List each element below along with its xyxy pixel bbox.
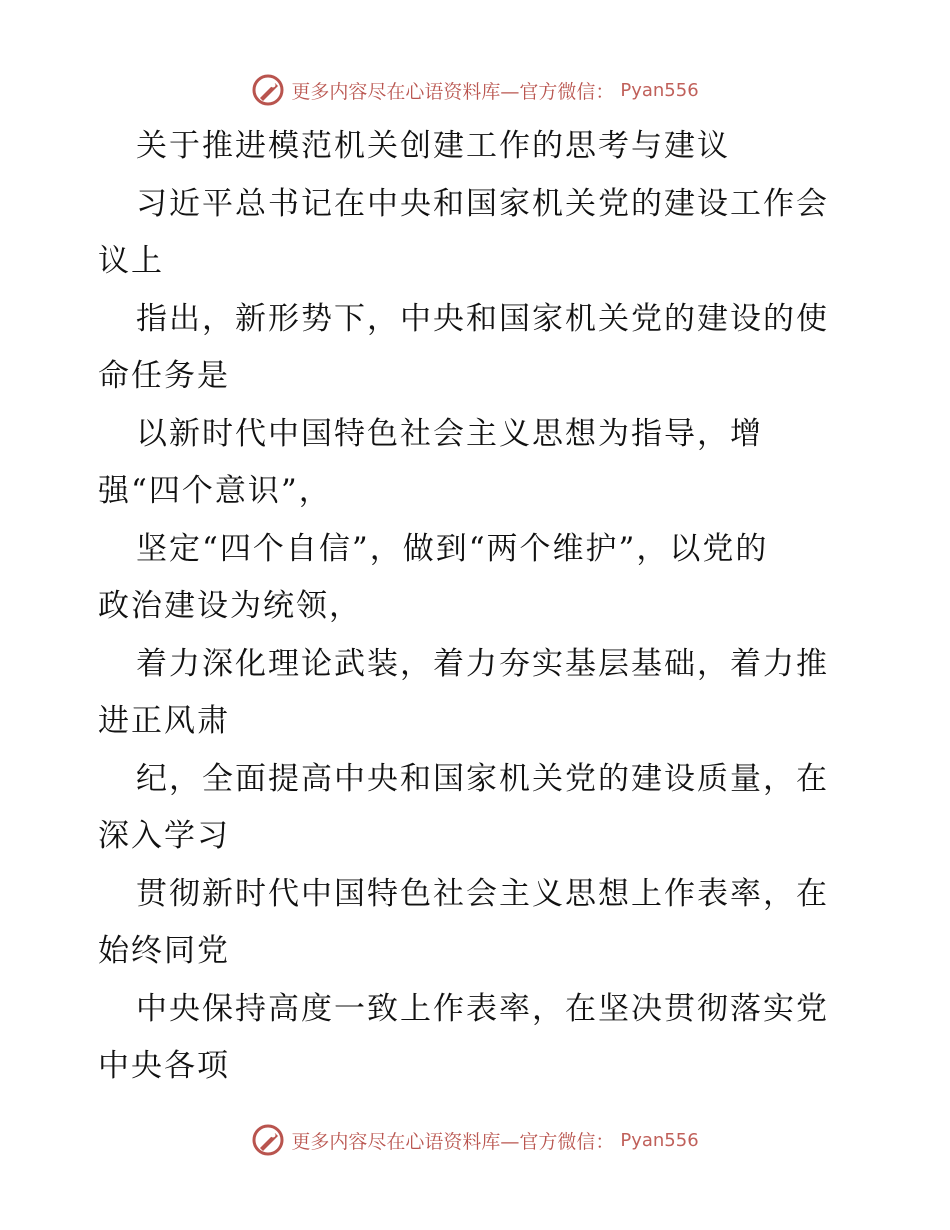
document-line: 议上 <box>98 243 164 279</box>
document-line: 命任务是 <box>98 358 230 394</box>
pen-logo-icon <box>251 1123 285 1157</box>
document-line: 以新时代中国特色社会主义思想为指导，增 <box>136 415 763 452</box>
document-line: 着力深化理论武装，着力夯实基层基础，着力推 <box>136 645 829 682</box>
document-line: 贯彻新时代中国特色社会主义思想上作表率，在 <box>136 875 829 912</box>
document-line: 强“四个意识”， <box>98 473 332 509</box>
pen-logo-icon <box>251 73 285 107</box>
footer-watermark-text: 更多内容尽在心语资料库—官方微信： <box>291 1130 615 1153</box>
footer-watermark <box>0 1120 950 1160</box>
document-line: 指出，新形势下，中央和国家机关党的建设的使 <box>136 300 829 337</box>
document-line: 深入学习 <box>98 818 230 854</box>
header-watermark <box>0 70 950 110</box>
document-body <box>98 118 858 1096</box>
document-line: 习近平总书记在中央和国家机关党的建设工作会 <box>136 185 829 222</box>
document-line: 坚定“四个自信”，做到“两个维护”，以党的 <box>136 530 769 567</box>
header-watermark-text: 更多内容尽在心语资料库—官方微信： <box>291 80 615 103</box>
document-line: 始终同党 <box>98 933 230 969</box>
footer-watermark-id: Pyan556 <box>620 1129 699 1151</box>
document-line: 进正风肃 <box>98 703 230 739</box>
document-line: 中央各项 <box>98 1048 230 1084</box>
document-line: 政治建设为统领， <box>98 588 362 624</box>
document-title: 关于推进模范机关创建工作的思考与建议 <box>136 128 730 164</box>
header-watermark-id: Pyan556 <box>620 79 699 101</box>
document-line: 中央保持高度一致上作表率，在坚决贯彻落实党 <box>136 990 829 1027</box>
document-line: 纪，全面提高中央和国家机关党的建设质量，在 <box>136 760 829 797</box>
